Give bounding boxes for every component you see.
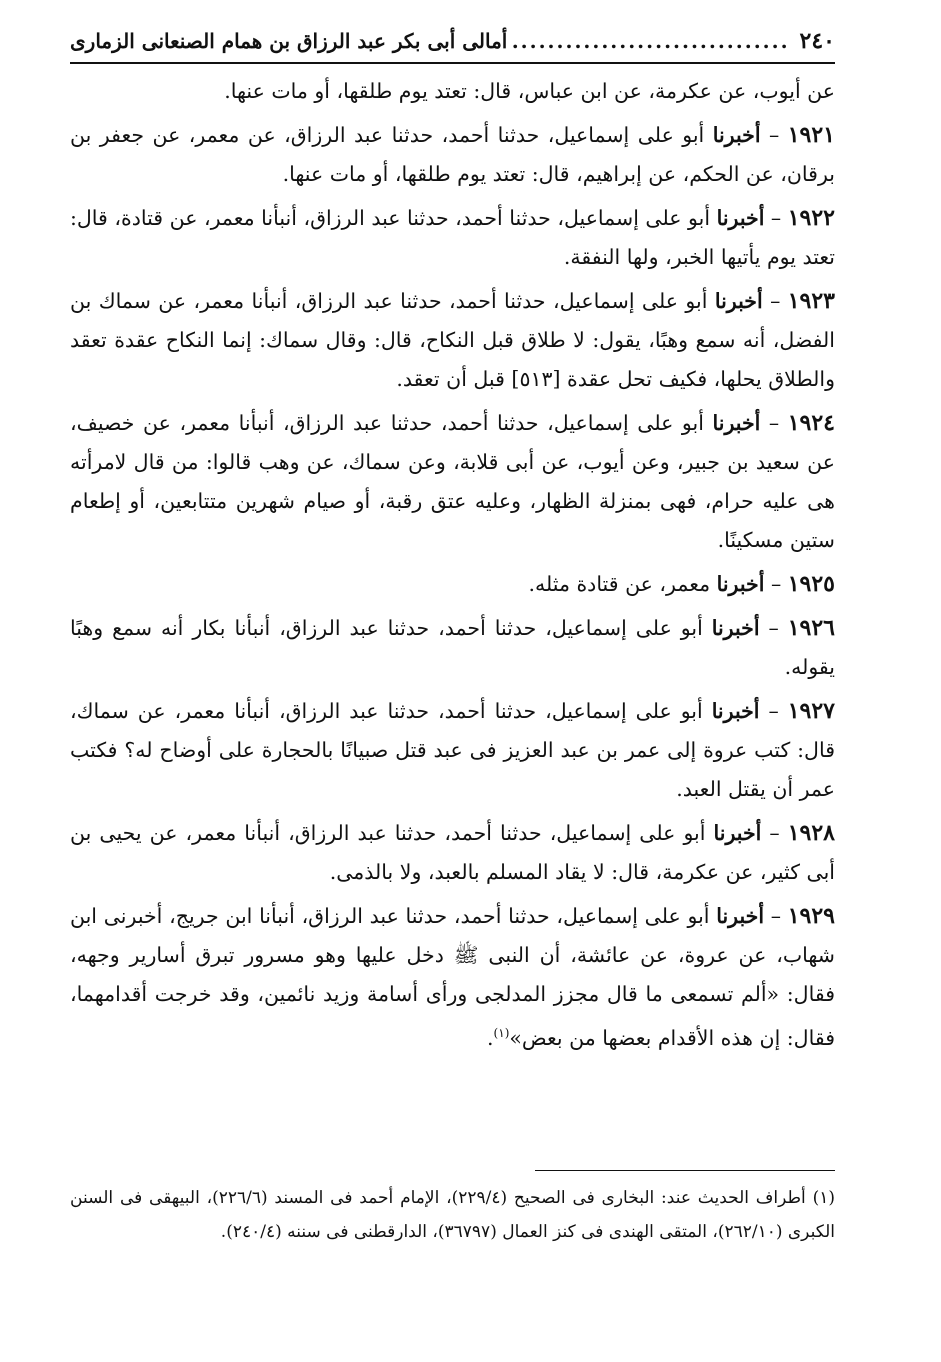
- hadith-paragraph: ١٩٢٢ – أخبرنا أبو على إسماعيل، حدثنا أحمد، حدثنا عبد الرزاق، أنبأنا معمر، عن قتادة، قال: تعتد يوم يأتيها الخبر، ولها النفقة.: [70, 205, 835, 269]
- page: [70, 28, 835, 1058]
- hadith-lead-word: أخبرنا: [716, 904, 765, 928]
- footnote-area: [70, 1170, 835, 1249]
- hadith-text: أبو على إسماعيل، حدثنا أحمد، حدثنا عبد الرزاق، أنبأنا معمر، عن سماك، قال: كتب عروة إلى عمر بن عبد العزيز فى عبد قتل صبيانًا بالحجارة على أوضاح له؟ فكتب عمر أن يقتل العبد.: [70, 699, 835, 801]
- hadith-text: أبو على إسماعيل، حدثنا أحمد، حدثنا عبد الرزاق، أنبأنا معمر، عن يحيى بن أبى كثير، عن عكرمة، قال: لا يقاد المسلم بالعبد، ولا بالذمى.: [70, 821, 835, 884]
- hadith-text: أبو على إسماعيل، حدثنا أحمد، حدثنا عبد الرزاق، أنبأنا معمر، عن خصيف، عن سعيد بن جبير، وعن أيوب، عن أبى قلابة، وعن سماك، عن وهب قالوا: من قال لامرأته هى عليه حرام، فهى بمنزلة الظهار، وعليه عتق رقبة، أو صيام شهرين متتابعين، أو إطعام ستين مسكينًا.: [70, 411, 835, 552]
- hadith-text: أبو على إسماعيل، حدثنا أحمد، حدثنا عبد الرزاق، عن معمر، عن جعفر بن برقان، عن الحكم، عن إبراهيم، قال: تعتد يوم طلقها، أو مات عنها.: [70, 123, 835, 186]
- hadith-paragraph: ١٩٢٧ – أخبرنا أبو على إسماعيل، حدثنا أحمد، حدثنا عبد الرزاق، أنبأنا معمر، عن سماك، قال: كتب عروة إلى عمر بن عبد العزيز فى عبد قتل صبيانًا بالحجارة على أوضاح له؟ فكتب عمر أن يقتل العبد.: [70, 698, 835, 801]
- hadith-paragraph: ١٩٢٨ – أخبرنا أبو على إسماعيل، حدثنا أحمد، حدثنا عبد الرزاق، أنبأنا معمر، عن يحيى بن أبى كثير، عن عكرمة، قال: لا يقاد المسلم بالعبد، ولا بالذمى.: [70, 820, 835, 884]
- hadith-paragraph: ١٩٢١ – أخبرنا أبو على إسماعيل، حدثنا أحمد، حدثنا عبد الرزاق، عن معمر، عن جعفر بن برقان، عن الحكم، عن إبراهيم، قال: تعتد يوم طلقها، أو مات عنها.: [70, 122, 835, 186]
- running-head: [70, 28, 835, 60]
- leader-dots: [511, 29, 789, 53]
- hadith-list: [70, 116, 835, 1058]
- hadith-number: ١٩٢١: [787, 122, 835, 148]
- hadith-paragraph: ١٩٢٦ – أخبرنا أبو على إسماعيل، حدثنا أحمد، حدثنا عبد الرزاق، أنبأنا بكار أنه سمع وهبًا يقوله.: [70, 615, 835, 679]
- hadith-number: ١٩٢٤: [787, 410, 835, 436]
- footnote: (١) أطراف الحديث عند: البخارى فى الصحيح (٢٢٩/٤)، الإمام أحمد فى المسند (٢٢٦/٦)، البيهقى فى السنن الكبرى (٢٦٢/١٠)، المتقى الهندى فى كنز العمال (٣٦٧٩٧)، الدارقطنى فى سننه (٢٤٠/٤).: [70, 1188, 835, 1242]
- header-rule: [70, 62, 835, 64]
- hadith-lead-word: أخبرنا: [712, 411, 761, 435]
- hadith-number: ١٩٢٨: [787, 820, 835, 846]
- hadith-number: ١٩٢٧: [787, 698, 835, 724]
- hadith-lead-word: أخبرنا: [714, 289, 763, 313]
- hadith-paragraph: ١٩٢٣ – أخبرنا أبو على إسماعيل، حدثنا أحمد، حدثنا عبد الرزاق، أنبأنا معمر، عن سماك بن الفضل، أنه سمع وهبًا، يقول: لا طلاق قبل النكاح، قال: وقال سماك: إنما النكاح عقدة تعقد والطلاق يحلها، فكيف تحل عقدة [٥١٣] قبل أن تعقد.: [70, 288, 835, 391]
- hadith-lead-word: أخبرنا: [716, 572, 765, 596]
- hadith-text: أبو على إسماعيل، حدثنا أحمد، حدثنا عبد الرزاق، أنبأنا معمر، عن قتادة، قال: تعتد يوم يأتيها الخبر، ولها النفقة.: [70, 206, 835, 269]
- hadith-text: أبو على إسماعيل، حدثنا أحمد، حدثنا عبد الرزاق، أنبأنا ابن جريج، أخبرنى ابن شهاب، عن عروة، عن عائشة، أن النبى ﷺ دخل عليها وهو مسرور تبرق أسارير وجهه، فقال: «ألم تسمعى ما قال مجزز المدلجى ورأى أسامة وزيد نائمين، وقد خرجت أقدامهما، فقال: إن هذه الأقدام بعضها من بعض»: [70, 904, 835, 1050]
- hadith-lead-word: أخبرنا: [716, 206, 765, 230]
- hadith-lead-word: أخبرنا: [713, 821, 762, 845]
- hadith-number: ١٩٢٥: [787, 571, 835, 597]
- hadith-number: ١٩٢٢: [787, 205, 835, 231]
- hadith-number: ١٩٢٦: [787, 615, 835, 641]
- continuation-paragraph: عن أيوب، عن عكرمة، عن ابن عباس، قال: تعتد يوم طلقها، أو مات عنها.: [224, 79, 835, 103]
- hadith-lead-word: أخبرنا: [711, 616, 760, 640]
- book-title: أمالى أبى بكر عبد الرزاق بن همام الصنعانى الزمارى: [70, 29, 508, 53]
- hadith-paragraph: ١٩٢٩ – أخبرنا أبو على إسماعيل، حدثنا أحمد، حدثنا عبد الرزاق، أنبأنا ابن جريج، أخبرنى ابن شهاب، عن عروة، عن عائشة، أن النبى ﷺ دخل عليها وهو مسرور تبرق أسارير وجهه، فقال: «ألم تسمعى ما قال مجزز المدلجى ورأى أسامة وزيد نائمين، وقد خرجت أقدامهما، فقال: إن هذه الأقدام بعضها من بعض»$^{(١)}$.: [70, 903, 835, 1050]
- hadith-text: أبو على إسماعيل، حدثنا أحمد، حدثنا عبد الرزاق، أنبأنا معمر، عن سماك بن الفضل، أنه سمع وهبًا، يقول: لا طلاق قبل النكاح، قال: وقال سماك: إنما النكاح عقدة تعقد والطلاق يحلها، فكيف تحل عقدة [٥١٣] قبل أن تعقد.: [70, 289, 835, 391]
- hadith-text: أبو على إسماعيل، حدثنا أحمد، حدثنا عبد الرزاق، أنبأنا بكار أنه سمع وهبًا يقوله.: [70, 616, 835, 679]
- hadith-paragraph: ١٩٢٥ – أخبرنا معمر، عن قتادة مثله.: [528, 571, 835, 597]
- footnote-rule: [535, 1170, 835, 1171]
- hadith-lead-word: أخبرنا: [711, 699, 760, 723]
- hadith-number: ١٩٢٣: [787, 288, 835, 314]
- hadith-text: معمر، عن قتادة مثله.: [528, 572, 711, 596]
- hadith-number: ١٩٢٩: [787, 903, 835, 929]
- hadith-lead-word: أخبرنا: [712, 123, 761, 147]
- hadith-paragraph: ١٩٢٤ – أخبرنا أبو على إسماعيل، حدثنا أحمد، حدثنا عبد الرزاق، أنبأنا معمر، عن خصيف، عن سعيد بن جبير، وعن أيوب، عن أبى قلابة، وعن سماك، عن وهب قالوا: من قال لامرأته هى عليه حرام، فهى بمنزلة الظهار، وعليه عتق رقبة، أو صيام شهرين متتابعين، أو إطعام ستين مسكينًا.: [70, 410, 835, 552]
- page-number: ٢٤٠: [799, 28, 835, 54]
- footnote-reference: (١): [493, 1026, 510, 1040]
